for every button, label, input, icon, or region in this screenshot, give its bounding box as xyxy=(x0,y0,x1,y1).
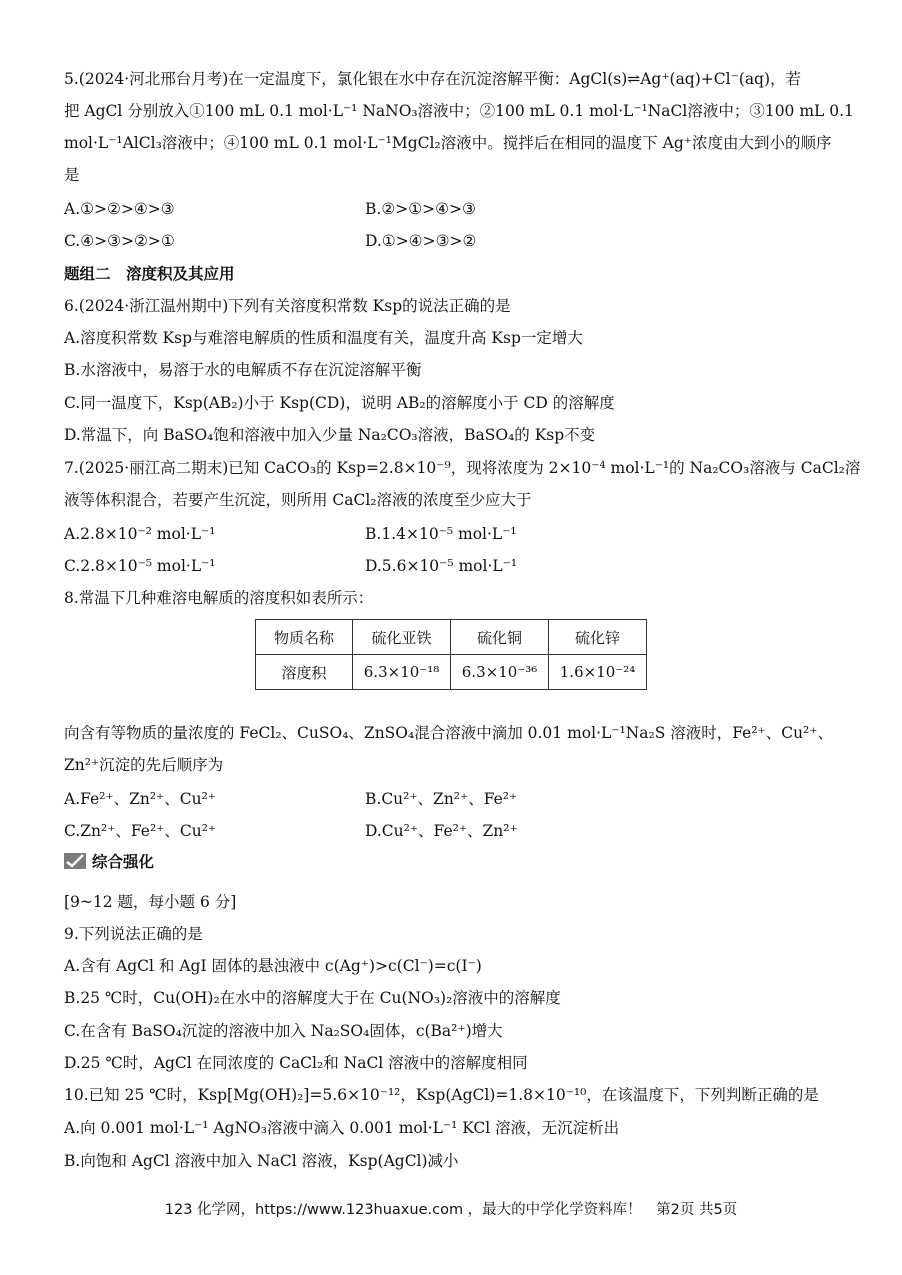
section-heading xyxy=(64,851,154,873)
page-footer: 123 化学网，https://www.123huaxue.com ，最大的中学化学资料库！ 第2页 共5页 xyxy=(164,1202,738,1218)
q7-option-d: D.5.6×10⁻⁵ mol·L⁻¹ xyxy=(365,557,518,575)
table-cell: 1.6×10⁻²⁴ xyxy=(549,655,647,690)
q9-option-c: C.在含有 BaSO₄沉淀的溶液中加入 Na₂SO₄固体，c(Ba²⁺)增大 xyxy=(64,1022,503,1040)
table-header-row xyxy=(256,620,647,655)
section-marker-icon xyxy=(64,852,86,870)
q5-line-3: mol·L⁻¹AlCl₃溶液中；④100 mL 0.1 mol·L⁻¹MgCl₂溶液中。搅拌后在相同的温度下 Ag⁺浓度由大到小的顺序 xyxy=(64,134,832,152)
q5-option-d: D.①>④>③>② xyxy=(365,232,477,250)
q5-option-b: B.②>①>④>③ xyxy=(365,200,476,218)
q8-stem: 8.常温下几种难溶电解质的溶度积如表所示： xyxy=(64,589,374,607)
q8-line-2: Zn²⁺沉淀的先后顺序为 xyxy=(64,756,224,774)
q7-line-1: 7.(2025·丽江高二期末)已知 CaCO₃的 Ksp=2.8×10⁻⁹，现将浓度为 2×10⁻⁴ mol·L⁻¹的 Na₂CO₃溶液与 CaCl₂溶 xyxy=(64,459,861,477)
q10-option-b: B.向饱和 AgCl 溶液中加入 NaCl 溶液，Ksp(AgCl)减小 xyxy=(64,1152,459,1170)
q7-option-a: A.2.8×10⁻² mol·L⁻¹ xyxy=(64,525,216,543)
table-cell: 溶度积 xyxy=(256,655,353,690)
q8-option-c: C.Zn²⁺、Fe²⁺、Cu²⁺ xyxy=(64,822,217,840)
group-2-heading: 题组二 溶度积及其应用 xyxy=(64,265,235,283)
q7-option-b: B.1.4×10⁻⁵ mol·L⁻¹ xyxy=(365,525,517,543)
table-cell: 6.3×10⁻¹⁸ xyxy=(353,655,451,690)
q6-stem: 6.(2024·浙江温州期中)下列有关溶度积常数 Ksp的说法正确的是 xyxy=(64,297,511,315)
q5-option-a: A.①>②>④>③ xyxy=(64,200,175,218)
q10-stem: 10.已知 25 ℃时，Ksp[Mg(OH)₂]=5.6×10⁻¹²，Ksp(AgCl)=1.8×10⁻¹⁰，在该温度下，下列判断正确的是 xyxy=(64,1086,819,1104)
q8-option-a: A.Fe²⁺、Zn²⁺、Cu²⁺ xyxy=(64,790,216,808)
section-title: 综合强化 xyxy=(92,853,155,871)
table-cell: 物质名称 xyxy=(256,620,353,655)
q8-option-b: B.Cu²⁺、Zn²⁺、Fe²⁺ xyxy=(365,790,518,808)
q6-option-c: C.同一温度下，Ksp(AB₂)小于 Ksp(CD)，说明 AB₂的溶解度小于 CD 的溶解度 xyxy=(64,394,615,412)
q6-option-b: B.水溶液中，易溶于水的电解质不存在沉淀溶解平衡 xyxy=(64,361,422,379)
q9-option-d: D.25 ℃时，AgCl 在同浓度的 CaCl₂和 NaCl 溶液中的溶解度相同 xyxy=(64,1054,528,1072)
question-range: [9~12 题，每小题 6 分] xyxy=(64,893,237,911)
q9-option-a: A.含有 AgCl 和 AgI 固体的悬浊液中 c(Ag⁺)>c(Cl⁻)=c(I⁻) xyxy=(64,957,482,975)
q10-option-a: A.向 0.001 mol·L⁻¹ AgNO₃溶液中滴入 0.001 mol·L⁻¹ KCl 溶液，无沉淀析出 xyxy=(64,1119,620,1137)
q5-line-1: 5.(2024·河北邢台月考)在一定温度下，氯化银在水中存在沉淀溶解平衡：AgCl(s)⇌Ag⁺(aq)+Cl⁻(aq)，若 xyxy=(64,70,802,88)
q8-option-d: D.Cu²⁺、Fe²⁺、Zn²⁺ xyxy=(365,822,518,840)
q7-option-c: C.2.8×10⁻⁵ mol·L⁻¹ xyxy=(64,557,216,575)
ksp-table xyxy=(255,619,647,690)
q6-option-a: A.溶度积常数 Ksp与难溶电解质的性质和温度有关，温度升高 Ksp一定增大 xyxy=(64,329,583,347)
q9-stem: 9.下列说法正确的是 xyxy=(64,925,203,943)
table-cell: 硫化铜 xyxy=(451,620,549,655)
q9-option-b: B.25 ℃时，Cu(OH)₂在水中的溶解度大于在 Cu(NO₃)₂溶液中的溶解度 xyxy=(64,989,561,1007)
q7-line-2: 液等体积混合，若要产生沉淀，则所用 CaCl₂溶液的浓度至少应大于 xyxy=(64,491,532,509)
table-row xyxy=(256,655,647,690)
table-cell: 硫化亚铁 xyxy=(353,620,451,655)
table-cell: 硫化锌 xyxy=(549,620,647,655)
table-cell: 6.3×10⁻³⁶ xyxy=(451,655,549,690)
q5-line-2: 把 AgCl 分别放入①100 mL 0.1 mol·L⁻¹ NaNO₃溶液中；②100 mL 0.1 mol·L⁻¹NaCl溶液中；③100 mL 0.1 xyxy=(64,102,854,120)
q5-option-c: C.④>③>②>① xyxy=(64,232,175,250)
q6-option-d: D.常温下，向 BaSO₄饱和溶液中加入少量 Na₂CO₃溶液，BaSO₄的 Ksp不变 xyxy=(64,426,596,444)
q8-line-1: 向含有等物质的量浓度的 FeCl₂、CuSO₄、ZnSO₄混合溶液中滴加 0.01 mol·L⁻¹Na₂S 溶液时，Fe²⁺、Cu²⁺、 xyxy=(64,724,833,742)
q5-line-4: 是 xyxy=(64,166,80,184)
